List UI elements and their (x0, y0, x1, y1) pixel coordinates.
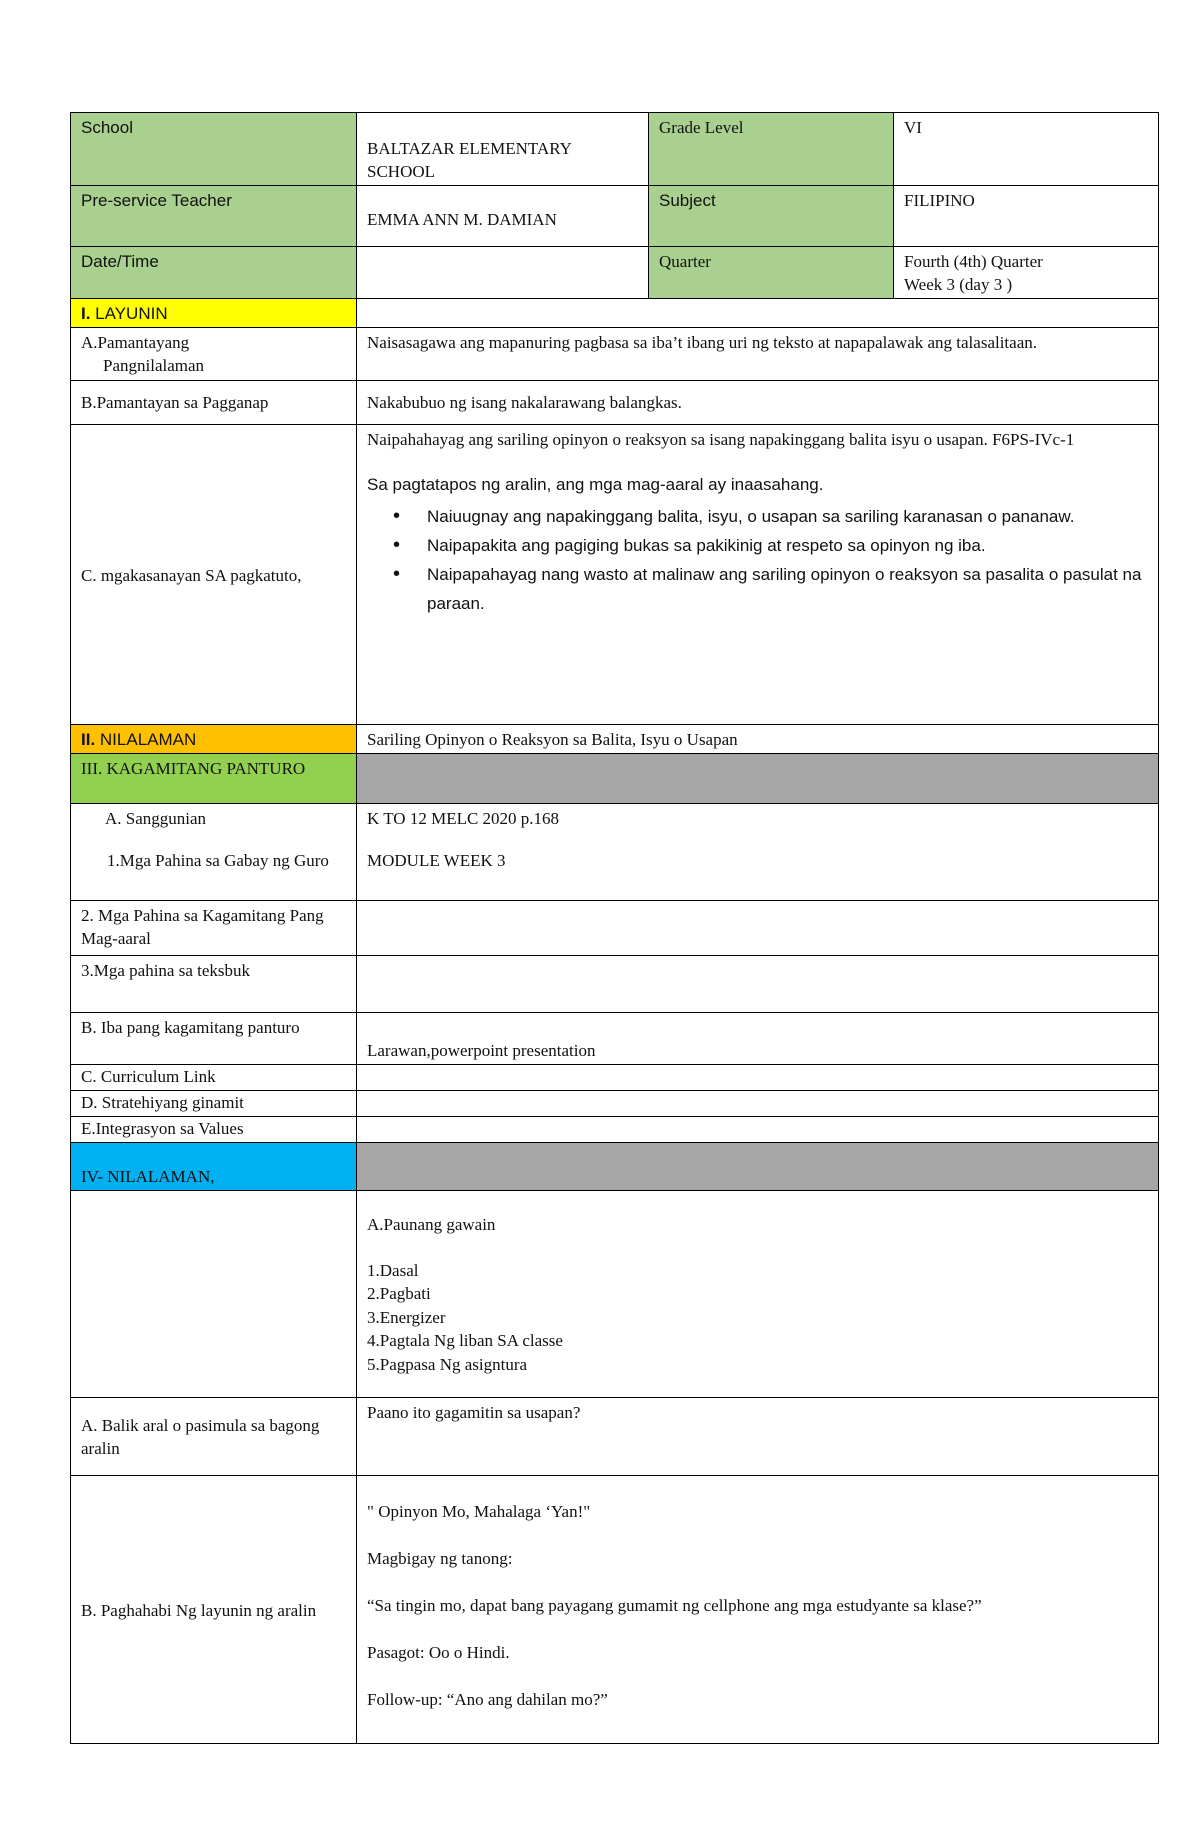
pamantayang-pangnilalaman-row (71, 328, 1159, 381)
paunang-gawain-title: A.Paunang gawain (367, 1215, 496, 1234)
kasanayan-label: C. mgakasanayan SA pagkatuto, (71, 425, 357, 725)
paghahabi-line: Pasagot: Oo o Hindi. (367, 1643, 510, 1662)
sanggunian-value-2: MODULE WEEK 3 (367, 851, 506, 870)
teacher-value: EMMA ANN M. DAMIAN (357, 186, 649, 247)
paghahabi-label: B. Paghahabi Ng layunin ng aralin (71, 1476, 357, 1744)
layunin-section-title (71, 299, 357, 328)
sanggunian-row (71, 804, 1159, 901)
pamamaraan-header-row (71, 1143, 1159, 1191)
list-item: • Naiuugnay ang napakinggang balita, isyu, o usapan sa sariling karanasan o pananaw. (427, 502, 1148, 531)
pamantayang-pangnilalaman-value: Naisasagawa ang mapanuring pagbasa sa iba’t ibang uri ng teksto at napapalawak ang talasalitaan. (357, 328, 1159, 381)
nilalaman-section-text: NILALAMAN (95, 730, 197, 749)
layunin-header-row (71, 299, 1159, 328)
pamantayan-pagganap-row (71, 381, 1159, 425)
teksbuk-row (71, 956, 1159, 1013)
paghahabi-content (357, 1476, 1159, 1744)
kagamitan-header-row (71, 754, 1159, 804)
kagamitan-section-title: III. KAGAMITANG PANTURO (71, 754, 357, 804)
kasanayan-content (357, 425, 1159, 725)
pamantayang-label-line-1: A.Pamantayang (81, 333, 190, 352)
paghahabi-line: “Sa tingin mo, dapat bang payagang gumamit ng cellphone ang mga estudyante sa klase?” (367, 1596, 982, 1615)
sanggunian-label-cell (71, 804, 357, 901)
kasanayan-competency: Naipahahayag ang sariling opinyon o reaksyon sa isang napakinggang balita isyu o usapan. F6PS-IVc-1 (367, 430, 1075, 449)
stratehiya-label: D. Stratehiyang ginamit (71, 1091, 357, 1117)
list-item: 1.Dasal (367, 1260, 419, 1280)
paghahabi-line: Magbigay ng tanong: (367, 1549, 513, 1568)
sanggunian-value-1: K TO 12 MELC 2020 p.168 (367, 809, 560, 828)
grade-level-value: VI (894, 113, 1159, 186)
subject-value: FILIPINO (894, 186, 1159, 247)
pamantayang-label-line-2: Pangnilalaman (103, 356, 205, 375)
stratehiya-row (71, 1091, 1159, 1117)
kasanayan-intro: Sa pagtatapos ng aralin, ang mga mag-aaral ay inaasahang. (367, 475, 824, 494)
date-label: Date/Time (71, 247, 357, 299)
paghahabi-row (71, 1476, 1159, 1744)
pamantayan-pagganap-value: Nakabubuo ng isang nakalarawang balangkas. (357, 381, 1159, 425)
pamantayan-pagganap-label: B.Pamantayan sa Pagganap (71, 381, 357, 425)
quarter-label: Quarter (649, 247, 894, 299)
list-item: 5.Pagpasa Ng asigntura (367, 1354, 528, 1374)
gabay-guro-label: 1.Mga Pahina sa Gabay ng Guro (107, 851, 329, 870)
list-item: • Naipapakita ang pagiging bukas sa pakikinig at respeto sa opinyon ng iba. (427, 531, 1148, 560)
subject-label: Subject (649, 186, 894, 247)
nilalaman-value: Sariling Opinyon o Reaksyon sa Balita, Isyu o Usapan (357, 725, 1159, 754)
school-label: School (71, 113, 357, 186)
balik-aral-row (71, 1398, 1159, 1476)
lesson-plan-table (70, 112, 1159, 1744)
integrasyon-row (71, 1117, 1159, 1143)
kasanayan-row (71, 425, 1159, 725)
nilalaman-section-title (71, 725, 357, 754)
quarter-value (894, 247, 1159, 299)
school-value: BALTAZAR ELEMENTARY SCHOOL (357, 113, 649, 186)
nilalaman-row (71, 725, 1159, 754)
school-row (71, 113, 1159, 186)
teacher-label: Pre-service Teacher (71, 186, 357, 247)
quarter-line-1: Fourth (4th) Quarter (904, 252, 1043, 271)
paunang-gawain-cell (357, 1191, 1159, 1398)
iba-pang-kagamitan-label: B. Iba pang kagamitang panturo (71, 1013, 357, 1065)
paghahabi-line: Follow-up: “Ano ang dahilan mo?” (367, 1690, 608, 1709)
teksbuk-label: 3.Mga pahina sa teksbuk (71, 956, 357, 1013)
kagamitang-mag-aaral-label: 2. Mga Pahina sa Kagamitang Pang Mag-aaral (71, 901, 357, 956)
list-item: 2.Pagbati (367, 1284, 431, 1303)
curriculum-link-row (71, 1065, 1159, 1091)
teacher-row (71, 186, 1159, 247)
kagamitan-header-fill (357, 754, 1159, 804)
list-item: • Naipapahayag nang wasto at malinaw ang sariling opinyon o reaksyon sa pasalita o pasulat na paraan. (427, 560, 1148, 618)
lesson-plan-page (70, 112, 1158, 1744)
kagamitang-mag-aaral-row (71, 901, 1159, 956)
curriculum-link-label: C. Curriculum Link (71, 1065, 357, 1091)
list-item: 3.Energizer (367, 1307, 446, 1327)
quarter-line-2: Week 3 (day 3 ) (904, 275, 1013, 294)
pamantayang-pangnilalaman-label (71, 328, 357, 381)
paunang-gawain-row (71, 1191, 1159, 1398)
list-item: 4.Pagtala Ng liban SA classe (367, 1331, 563, 1350)
nilalaman-section-number: II. (81, 730, 96, 749)
balik-aral-label: A. Balik aral o pasimula sa bagong aralin (71, 1398, 357, 1476)
iba-pang-kagamitan-row (71, 1013, 1159, 1065)
integrasyon-label: E.Integrasyon sa Values (71, 1117, 357, 1143)
grade-level-label: Grade Level (649, 113, 894, 186)
sanggunian-value-cell (357, 804, 1159, 901)
sanggunian-label: A. Sanggunian (105, 809, 207, 828)
balik-aral-value: Paano ito gagamitin sa usapan? (357, 1398, 1159, 1476)
date-value (357, 247, 649, 299)
date-row (71, 247, 1159, 299)
paghahabi-line: " Opinyon Mo, Mahalaga ‘Yan!" (367, 1502, 591, 1521)
pamamaraan-header-fill (357, 1143, 1159, 1191)
iba-pang-kagamitan-value: Larawan,powerpoint presentation (357, 1013, 1159, 1065)
layunin-section-number: I. (81, 304, 91, 323)
pamamaraan-section-title: IV- NILALAMAN, (71, 1143, 357, 1191)
layunin-section-text: LAYUNIN (90, 304, 168, 323)
kasanayan-bullet-list (367, 502, 1148, 618)
